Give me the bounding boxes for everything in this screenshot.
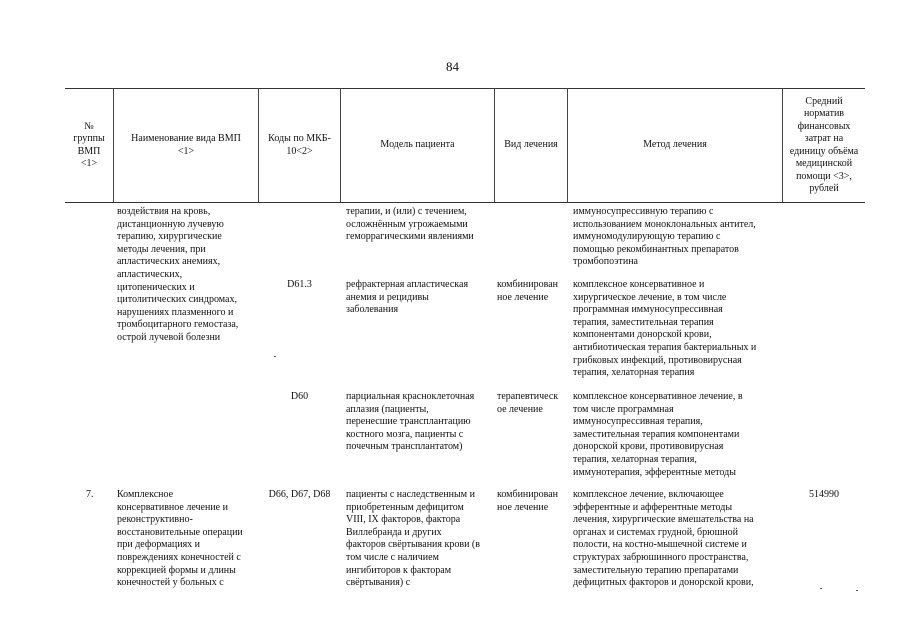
- row-1-model: терапии, и (или) с течением, осложнённым угрожаемыми геморрагическими явлениями: [346, 206, 474, 243]
- header-group: № группы ВМП <1>: [73, 120, 105, 169]
- header-method: Метод лечения: [643, 139, 707, 151]
- row-2-model: рефрактерная апластическая анемия и рецидивы заболевания: [346, 279, 469, 316]
- page-number: 84: [446, 59, 459, 74]
- header-model: Модель пациента: [380, 139, 455, 151]
- scan-speck: [856, 590, 858, 591]
- row-4-group: 7.: [86, 489, 94, 500]
- scan-speck: [274, 356, 276, 357]
- table-top-rule: [65, 88, 865, 89]
- row-1-name: воздействия на кровь, дистанционную лучевую терапию, хирургические методы лечения, при апластических анемиях, апластических, цитопенических и цитолитических синдромах, нарушениях плазменного и тромбоцитарного гемостаза, острой лучевой болезни: [117, 206, 239, 343]
- table-header-rule: [65, 202, 865, 203]
- row-4-treatment-type: комбинирован ное лечение: [497, 489, 559, 513]
- row-4-model: пациенты с наследственным и приобретенным дефицитом VIII, IX факторов, фактора Виллебранда и других факторов свёртывания крови (в том числе с наличием ингибиторов к факторам свёртывания) с: [346, 489, 480, 589]
- row-4-cost: 514990: [809, 489, 839, 500]
- header-treatment-type: Вид лечения: [504, 139, 558, 151]
- row-3-codes: D60: [290, 391, 309, 402]
- row-4-codes: D66, D67, D68: [268, 489, 331, 500]
- row-4-method: комплексное лечение, включающее эфферентные и афферентные методы лечения, хирургические вмешательства на органах и системах грудной, брюшной полости, на костно-мышечной системе и структурах забрюшинного пространства, заместительную терапию препаратами дефицитных факторов и донорской крови,: [573, 489, 754, 589]
- row-2-method: комплексное консервативное и хирургическое лечение, в том числе программная иммуносупрессивная терапия, заместительная терапия компонентами донорской крови, антибиотическая терапия бактериальных и грибковых инфекций, противовирусная терапия, хелаторная терапия: [573, 279, 757, 379]
- row-2-treatment-type: комбинирован ное лечение: [497, 279, 559, 303]
- row-3-treatment-type: терапевтическ ое лечение: [497, 391, 559, 415]
- row-3-method: комплексное консервативное лечение, в том числе программная иммуносупрессивная терапия, заместительная терапия компонентами донорской крови, противовирусная терапия, хелаторная терапия, иммунотерапия, эфферентные методы: [573, 391, 743, 478]
- row-2-codes: D61.3: [287, 279, 312, 290]
- header-name: Наименование вида ВМП <1>: [131, 133, 241, 157]
- row-1-method: иммуносупрессивную терапию с использованием моноклональных антител, иммуномодулирующую терапию с помощью рекомбинантных препаратов тромбопоэтина: [573, 206, 756, 268]
- row-4-name: Комплексное консервативное лечение и реконструктивно- восстановительные операции при деформациях и повреждениях конечностей с коррекцией формы и длины конечностей у больных с: [117, 489, 243, 589]
- scan-speck: [820, 588, 822, 589]
- header-cost: Средний норматив финансовых затрат на единицу объёма медицинской помощи <3>, рублей: [789, 95, 859, 194]
- row-3-model: парциальная красноклеточная аплазия (пациенты, перенесшие трансплантацию костного мозга, пациенты с почечным трансплантатом): [346, 391, 475, 453]
- header-codes: Коды по МКБ- 10<2>: [268, 133, 331, 157]
